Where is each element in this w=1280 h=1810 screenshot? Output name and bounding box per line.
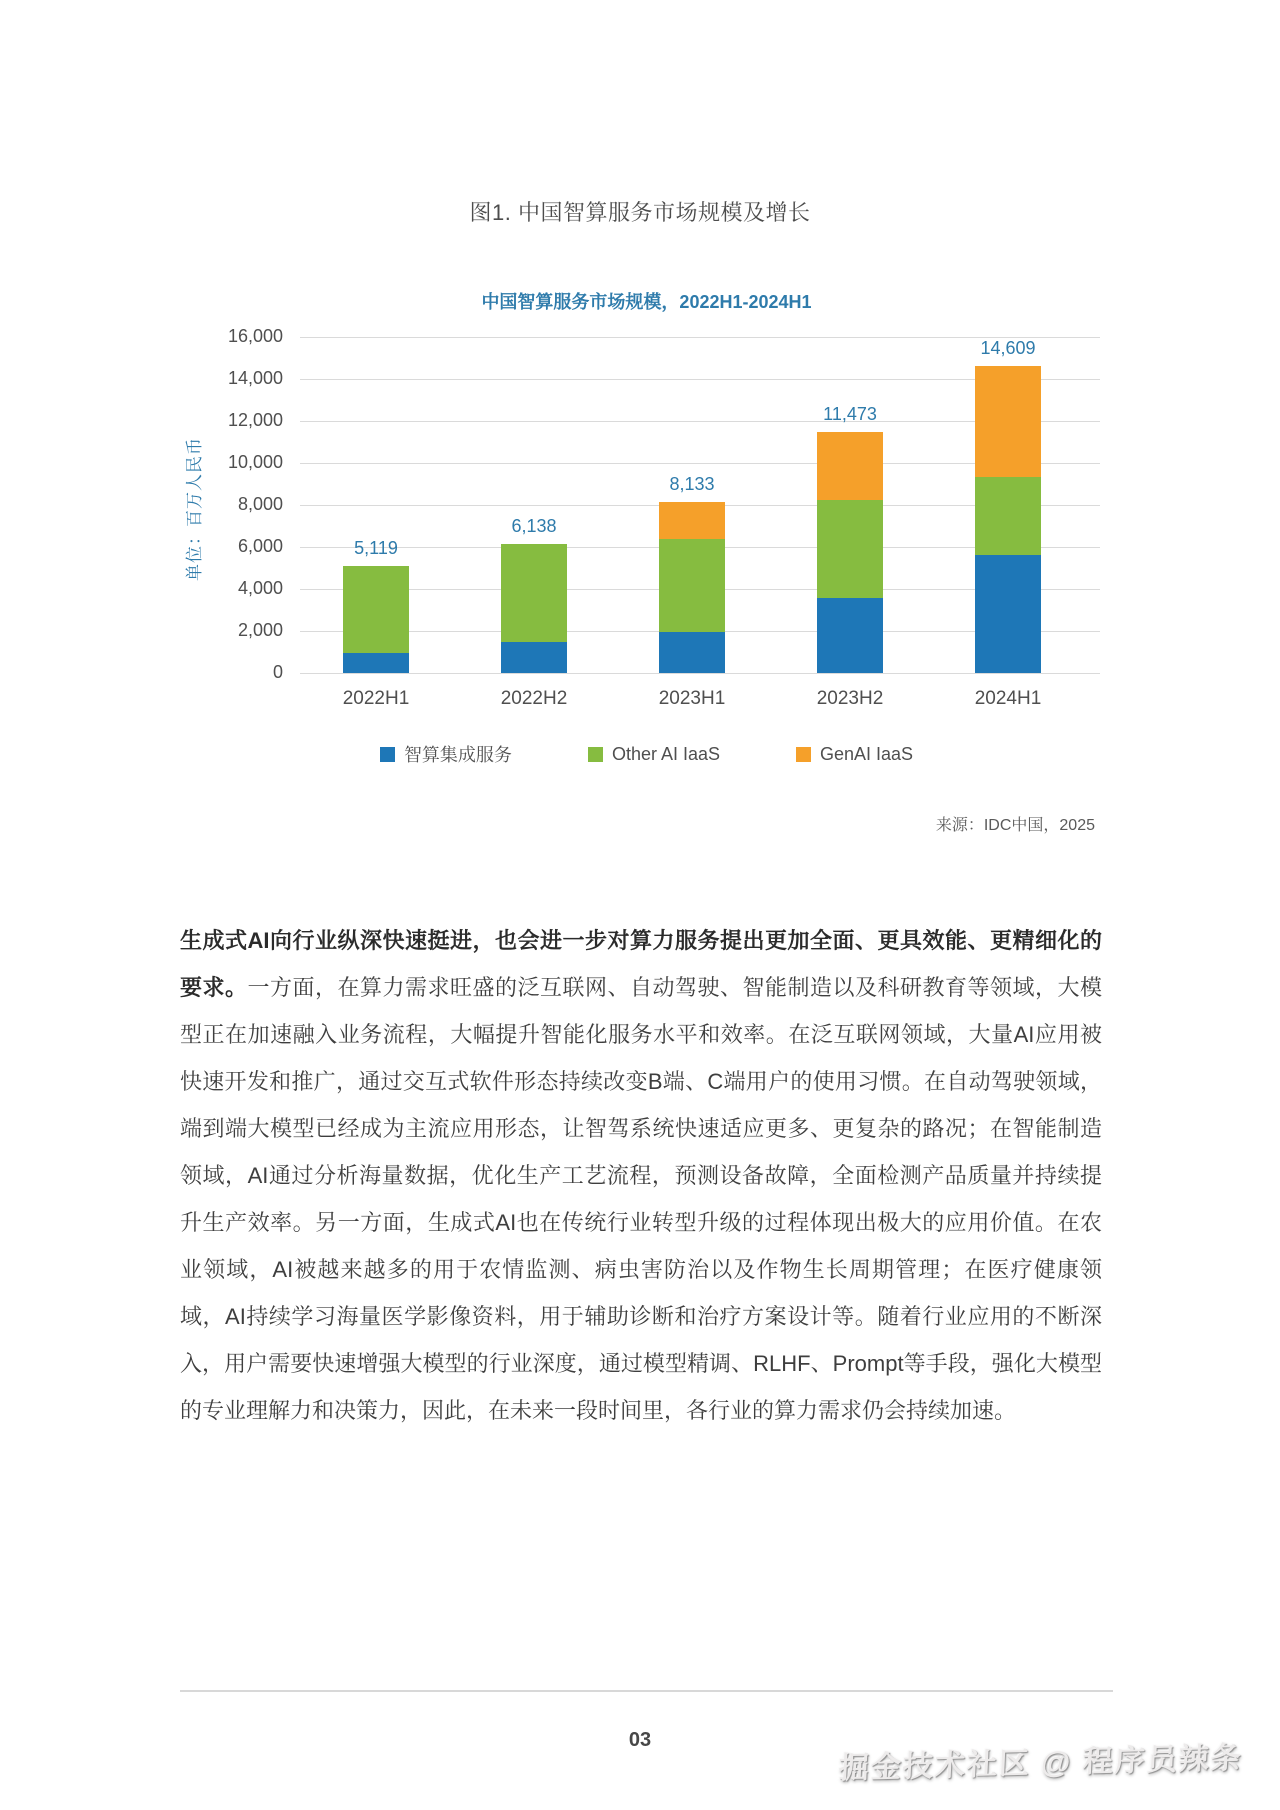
bar-segment xyxy=(501,642,567,673)
bar-segment xyxy=(817,598,883,673)
y-axis-tick: 6,000 xyxy=(237,536,283,556)
watermark: 掘金技术社区 @ 程序员辣条 xyxy=(838,1741,1244,1786)
bar-value-label: 14,609 xyxy=(980,338,1036,359)
x-axis-label: 2022H2 xyxy=(500,688,568,709)
bar-segment xyxy=(659,539,725,632)
y-axis-tick: 0 xyxy=(272,662,283,682)
y-axis-ticks xyxy=(193,326,283,682)
x-axis-label: 2024H1 xyxy=(974,688,1042,709)
x-axis-label: 2023H1 xyxy=(658,688,726,709)
y-axis-tick: 12,000 xyxy=(227,410,283,430)
y-axis-tick: 14,000 xyxy=(227,368,283,388)
y-axis-tick: 4,000 xyxy=(237,578,283,598)
source-note: 来源：IDC中国，2025 xyxy=(935,817,1095,834)
plot-area xyxy=(300,337,1100,673)
footer-divider xyxy=(180,1690,1113,1692)
chart-title: 中国智算服务市场规模，2022H1-2024H1 xyxy=(481,292,812,312)
x-axis-label: 2022H1 xyxy=(342,688,410,709)
figure-title: 图1. 中国智算服务市场规模及增长 xyxy=(469,200,811,225)
bar-segment xyxy=(501,544,567,642)
legend-item xyxy=(796,744,913,765)
bar-segment xyxy=(659,632,725,673)
bar-segment xyxy=(659,502,725,539)
bar-segment xyxy=(343,566,409,654)
bar-segment xyxy=(975,477,1041,555)
legend-swatch-blue xyxy=(380,747,395,762)
legend-item xyxy=(380,741,512,767)
bar-value-label: 5,119 xyxy=(354,537,398,558)
y-axis-tick: 16,000 xyxy=(227,326,283,346)
legend-label: GenAI IaaS xyxy=(820,743,914,764)
y-axis-unit-label: 单位：百万人民币 xyxy=(185,437,204,581)
legend-swatch-green xyxy=(588,747,603,762)
paragraph-bold-lead: 生成式AI向行业纵深快速挺进，也会进一步对算力服务提出更加全面、更具效能、更精细化的要求。 xyxy=(180,928,1102,1000)
bar-segment xyxy=(343,653,409,673)
bar-value-label: 6,138 xyxy=(511,516,557,537)
x-axis-labels xyxy=(300,688,1100,714)
bar-segment xyxy=(975,555,1041,673)
legend-swatch-orange xyxy=(796,747,811,762)
body-paragraph xyxy=(180,917,1102,1434)
bar-segment xyxy=(817,500,883,598)
y-axis-tick: 2,000 xyxy=(237,620,283,640)
legend-label: Other AI IaaS xyxy=(611,743,720,764)
y-axis-tick: 10,000 xyxy=(227,452,283,472)
chart-legend xyxy=(180,741,1113,767)
legend-label: 智算集成服务 xyxy=(403,745,512,765)
bar-value-label: 8,133 xyxy=(669,474,715,495)
bar-segment xyxy=(975,366,1041,477)
paragraph-regular-text: 一方面，在算力需求旺盛的泛互联网、自动驾驶、智能制造以及科研教育等领域，大模型正在加速融入业务流程，大幅提升智能化服务水平和效率。在泛互联网领域，大量AI应用被快速开发和推广，通过交互式软件形态持续改变B端、C端用户的使用习惯。在自动驾驶领域，端到端大模型已经成为主流应用形态，让智驾系统快速适应更多、更复杂的路况；在智能制造领域，AI通过分析海量数据，优化生产工艺流程，预测设备故障，全面检测产品质量并持续提升生产效率。另一方面，生成式AI也在传统行业转型升级的过程体现出极大的应用价值。在农业领域，AI被越来越多的用于农情监测、病虫害防治以及作物生长周期管理；在医疗健康领域，AI持续学习海量医学影像资料，用于辅助诊断和治疗方案设计等。随着行业应用的不断深入，用户需要快速增强大模型的行业深度，通过模型精调、RLHF、Prompt等手段，强化大模型的专业理解力和决策力，因此，在未来一段时间里，各行业的算力需求仍会持续加速。 xyxy=(180,975,1102,1423)
bar-segment xyxy=(817,432,883,500)
y-axis-tick: 8,000 xyxy=(237,494,283,514)
legend-item xyxy=(588,744,720,765)
bar-value-label: 11,473 xyxy=(823,404,877,425)
x-axis-label: 2023H2 xyxy=(816,688,884,709)
page-number: 03 xyxy=(628,1729,652,1751)
